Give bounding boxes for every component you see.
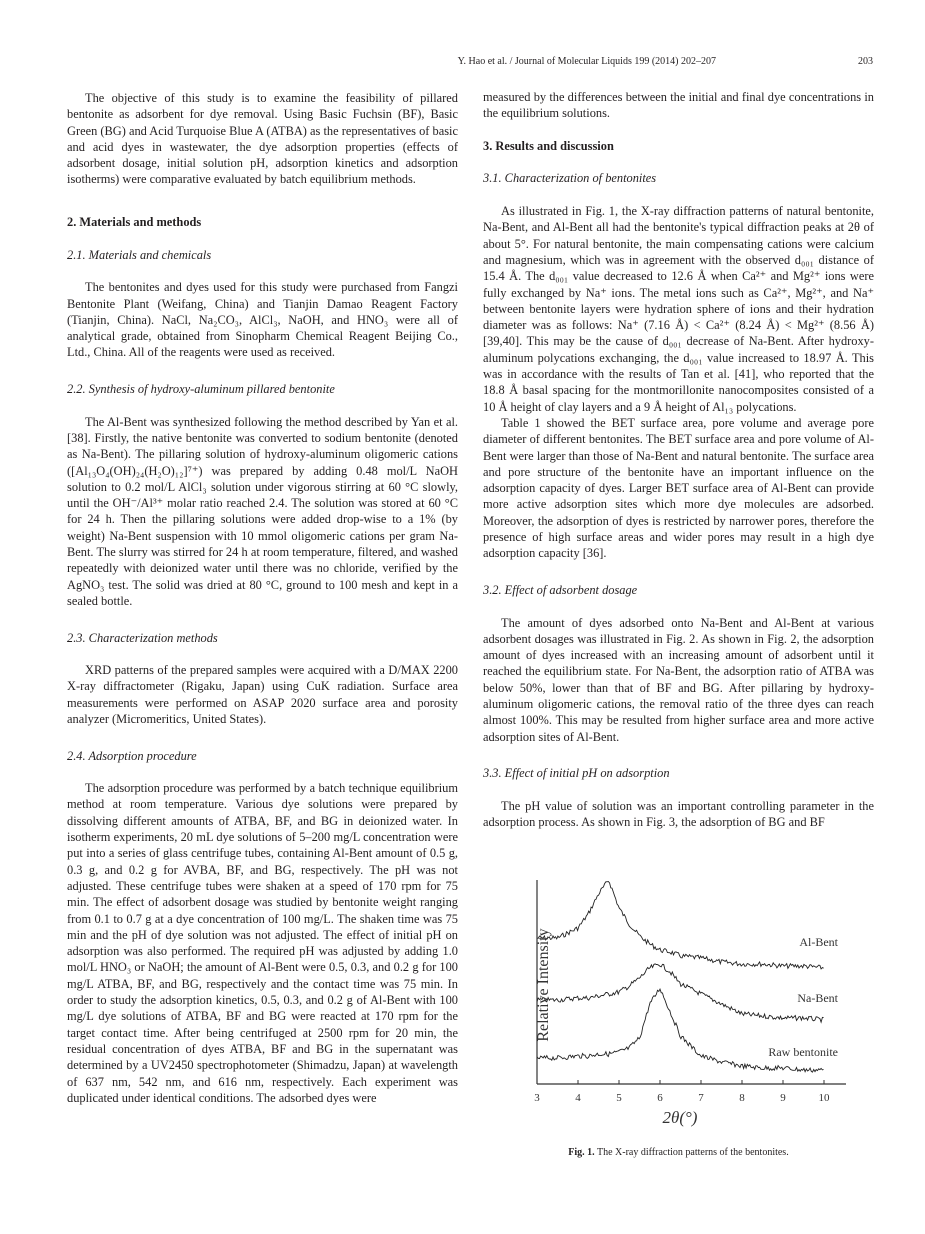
paragraph: XRD patterns of the prepared samples were acquired with a D/MAX 2200 X-ray diffractometer (Rigaku, Japan) using CuK radiation. Surface area measurements were performed on ASAP 2020 surface area and porosity analyzer (Micromeritics, United States). [67, 663, 458, 726]
subsection-heading: 2.2. Synthesis of hydroxy-aluminum pillared bentonite [67, 382, 335, 397]
paragraph: measured by the differences between the initial and final dye concentrations in the equilibrium solutions. [483, 90, 874, 121]
subsection-heading: 3.2. Effect of adsorbent dosage [483, 582, 638, 597]
section-heading: 3. Results and discussion [483, 138, 614, 153]
x-axis-label: 2θ(°) [662, 1108, 698, 1127]
subsection-heading: 3.1. Characterization of bentonites [483, 171, 657, 186]
subsection-heading: 2.4. Adsorption procedure [67, 748, 197, 763]
intro-paragraph: The objective of this study is to examine the feasibility of pillared bentonite as adsorbent for dye removal. Using Basic Fuchsin (BF), Basic Green (BG) and Acid Turquoise Blue A (ATBA) as the representatives of basic and acid dyes in wastewater, the dye adsorption properties (effects of adsorbent dosage, initial solution pH, adsorption kinetics and adsorption isotherms) were comparative evaluated by batch equilibrium methods. [67, 91, 458, 187]
x-tick-label: 9 [780, 1092, 786, 1104]
paragraph: The pH value of solution was an important controlling parameter in the adsorption process. As shown in Fig. 3, the adsorption of BG and BF [483, 798, 874, 830]
xrd-chart [500, 880, 860, 1130]
paragraph: The adsorption procedure was performed by a batch technique equilibrium method at room temperature. Various dye solutions were prepared by dissolving different amounts of ATBA, BF, and BG in deionized water. In isotherm experiments, 20 mL dye solutions of 5–200 mg/L concentration were put into a series of glass centrifuge tubes, containing Al-Bent amount of 0.5 g, 0.3 g, and 0.2 g for AVBA, BF, and BG, respectively. The pH was not adjusted. These centrifuge tubes were shaken at a speed of 170 rpm for 75 min. The effect of adsorbent dosage was studied by bentonite weight ranging from 0.1 to 0.7 g at a dye concentration of 100 mg/L. The shaken time was 75 min and the pH of dye solution was not adjusted. The effect of initial pH on adsorption was also performed. The required pH was adjusted by adding 1.0 mol/L HNO₃ or NaOH; the amount of Al-Bent were 0.5, 0.3, and 0.2 g for 100 mg/L ATBA, BF, and BG, respectively and the contact time was 75 min. In order to study the adsorption kinetics, 0.5, 0.3, and 0.2 g of Al-Bent with 100 mg/L dye solutions of ATBA, BF and BG were reacted at 170 rpm for the target contact time. After being centrifuged at 2500 rpm for 20 min, the residual concentration of dyes ATBA, BF and BG in the supernatant was determined by a UV2450 spectrophotometer (Shimadzu, Japan) at wavelength of 637 nm, 542 nm, and 616 nm, respectively. Each experiment was duplicated under identical conditions. The adsorbed dyes were [67, 781, 458, 1105]
right-column [483, 89, 874, 830]
series-line-na-bent [537, 964, 824, 1022]
subsection-heading: 3.3. Effect of initial pH on adsorption [483, 766, 670, 781]
paragraph: Table 1 showed the BET surface area, pore volume and average pore diameter of different bentonites. The BET surface area and pore volume of Al-Bent were larger than those of Na-Bent and natural bentonite. The surface area and pore structure of the bentonite have an important influence on the adsorption capacity of dyes. Larger BET surface area of Al-Bent can provide more active adsorption sites which more dye molecules are adsorbed. Moreover, the adsorption of dyes is restricted by narrower pores, therefore the presence of high surface areas and wider pores may result in a high dye adsorption capacity [36]. [483, 415, 874, 561]
section-heading: 2. Materials and methods [67, 215, 202, 230]
x-tick-label: 4 [575, 1092, 581, 1104]
x-tick-label: 7 [698, 1092, 704, 1104]
x-tick-label: 10 [818, 1092, 830, 1104]
series-line-raw-bentonite [537, 989, 824, 1072]
series-label: Raw bentonite [768, 1045, 838, 1059]
running-title: Y. Hao et al. / Journal of Molecular Liquids 199 (2014) 202–207 [457, 56, 716, 67]
series-line-al-bent [537, 882, 824, 969]
y-axis-label: Relative Intensity [535, 928, 552, 1042]
subsection-heading: 2.3. Characterization methods [67, 630, 218, 645]
page-number: 203 [858, 56, 873, 67]
subsection-heading: 2.1. Materials and chemicals [67, 247, 212, 262]
caption-label: Fig. 1. [568, 1147, 595, 1158]
x-tick-label: 8 [739, 1092, 745, 1104]
series-label: Al-Bent [799, 935, 838, 949]
series-label: Na-Bent [797, 991, 838, 1005]
x-tick-label: 5 [616, 1092, 622, 1104]
caption-text: The X-ray diffraction patterns of the bentonites. [594, 1147, 789, 1158]
x-tick-label: 6 [657, 1092, 663, 1104]
paragraph: The bentonites and dyes used for this study were purchased from Fangzi Bentonite Plant (Weifang, China) and Tianjin Damao Reagent Factory (Tianjin, China). NaCl, Na₂CO₃, AlCl₃, NaOH, and HNO₃ were all of analytical grade, obtained from Sinopharm Chemical Reagent Beijing Co., Ltd., China. All of the reagents were used as received. [67, 280, 458, 360]
paragraph: The Al-Bent was synthesized following the method described by Yan et al. [38]. Firstly, the native bentonite was converted to sodium bentonite (denoted as Na-Bent). The pillaring solution of hydroxy-aluminum oligomeric cations ([Al₁₃O₄(OH)₂₄(H₂O)₁₂]⁷⁺) was prepared by adding 0.48 mol/L NaOH solution to 0.2 mol/L AlCl₃ solution under vigorous stirring at 60 °C slowly, until the OH⁻/Al³⁺ molar ratio reached 2.4. The solution was stored at 60 °C for 24 h. Then the pillaring solutions were added drop-wise to a 1% (by weight) Na-Bent suspension with 10 mmol oligomeric cations per gram Na-Bent. The slurry was stirred for 24 h at room temperature, filtered, and washed repeatedly with deionized water until there was no chloride, verified by the AgNO₃ test. The solid was dried at 80 °C, ground to 100 mesh and kept in a sealed bottle. [67, 414, 458, 608]
left-column [67, 90, 458, 1106]
x-tick-label: 3 [534, 1092, 540, 1104]
paragraph: As illustrated in Fig. 1, the X-ray diffraction patterns of natural bentonite, Na-Bent, and Al-Bent all had the bentonite's typical diffraction peaks at 2θ of about 5°. For natural bentonite, the main compensating cations were calcium and magnesium, which was in agreement with the observed d₀₀₁ distance of 15.4 Å. The d₀₀₁ value decreased to 12.6 Å when Ca²⁺ and Mg²⁺ ions were fully exchanged by Na⁺ ions. The metal ions such as Ca²⁺, Mg²⁺, and Na⁺ between bentonite layers were hydration sphere of ions and their hydration diameter was as follows: Na⁺ (7.16 Å) < Ca²⁺ (8.24 Å) < Mg²⁺ (8.56 Å) [39,40]. This may be the cause of d₀₀₁ decrease of Na-Bent. After hydroxy-aluminum polycations exchanging, the d₀₀₁ value increased to 18.97 Å. This was in accordance with the results of Tan et al. [41], who reported that the 18.8 Å basal spacing for the montmorillonite nanocomposites consisted of a 10 Å height of clay layers and a 9 Å height of Al₁₃ polycations. [483, 204, 874, 414]
figure-caption [483, 1147, 874, 1158]
paragraph: The amount of dyes adsorbed onto Na-Bent and Al-Bent at various adsorbent dosages was illustrated in Fig. 2. As shown in Fig. 2, the adsorption amount of dyes increased with an increasing amount of adsorbent until it reached the equilibrium state. For Na-Bent, the adsorption ratio of ATBA was below 50%, lower than that of BF and BG. After pillaring by hydroxy-aluminum oligomeric cations, the removal ratio of the three dyes can reach almost 100%. This may be resulted from higher surface area and more active adsorption sites of Al-Bent. [483, 615, 874, 744]
